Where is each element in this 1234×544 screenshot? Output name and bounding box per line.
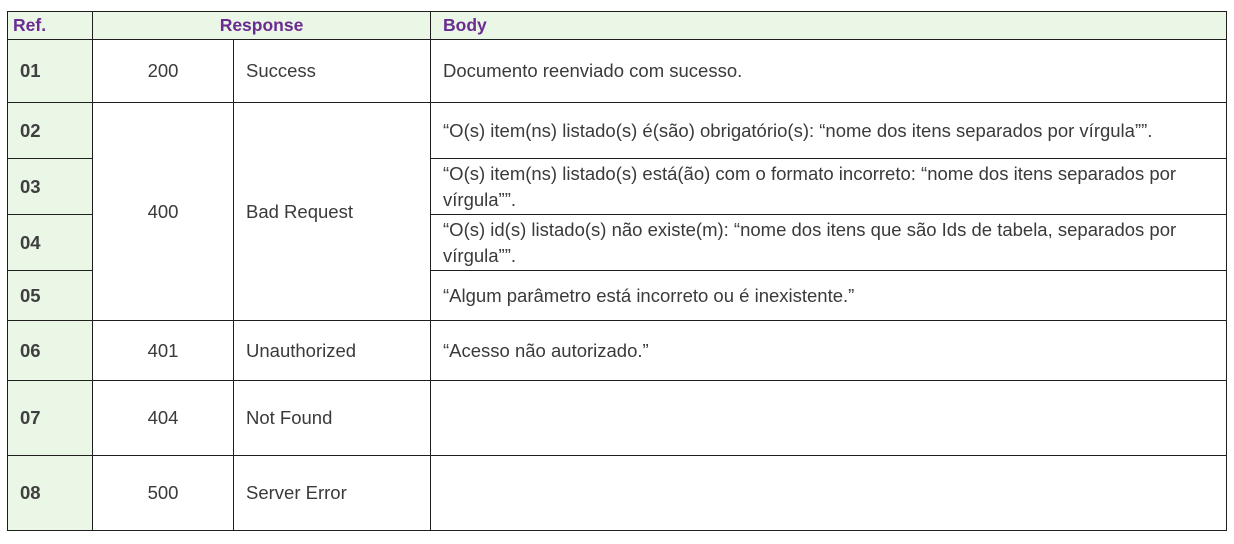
ref-cell: 03 <box>8 159 93 215</box>
table-row <box>8 40 1227 103</box>
body-cell <box>431 381 1227 456</box>
body-cell: “O(s) item(ns) listado(s) é(são) obrigatório(s): “nome dos itens separados por vírgula””. <box>431 103 1227 159</box>
status-cell: Bad Request <box>234 103 431 321</box>
code-cell: 400 <box>93 103 234 321</box>
status-cell: Not Found <box>234 381 431 456</box>
ref-cell: 08 <box>8 456 93 531</box>
status-cell: Success <box>234 40 431 103</box>
body-cell: “O(s) item(ns) listado(s) está(ão) com o formato incorreto: “nome dos itens separados por vírgula””. <box>431 159 1227 215</box>
code-cell: 200 <box>93 40 234 103</box>
ref-cell: 02 <box>8 103 93 159</box>
ref-cell: 06 <box>8 321 93 381</box>
code-cell: 500 <box>93 456 234 531</box>
header-response: Response <box>93 12 431 40</box>
table-row <box>8 321 1227 381</box>
ref-cell: 01 <box>8 40 93 103</box>
response-codes-table <box>7 11 1227 531</box>
table-row <box>8 103 1227 159</box>
code-cell: 404 <box>93 381 234 456</box>
table-header-row <box>8 12 1227 40</box>
status-cell: Server Error <box>234 456 431 531</box>
header-body: Body <box>431 12 1227 40</box>
body-cell: “O(s) id(s) listado(s) não existe(m): “nome dos itens que são Ids de tabela, separados por vírgula””. <box>431 215 1227 271</box>
response-table-container <box>7 11 1227 531</box>
code-cell: 401 <box>93 321 234 381</box>
ref-cell: 07 <box>8 381 93 456</box>
body-cell: “Algum parâmetro está incorreto ou é inexistente.” <box>431 271 1227 321</box>
body-cell: Documento reenviado com sucesso. <box>431 40 1227 103</box>
body-cell: “Acesso não autorizado.” <box>431 321 1227 381</box>
body-cell <box>431 456 1227 531</box>
ref-cell: 05 <box>8 271 93 321</box>
table-row <box>8 381 1227 456</box>
table-row <box>8 456 1227 531</box>
status-cell: Unauthorized <box>234 321 431 381</box>
ref-cell: 04 <box>8 215 93 271</box>
header-ref: Ref. <box>8 12 93 40</box>
